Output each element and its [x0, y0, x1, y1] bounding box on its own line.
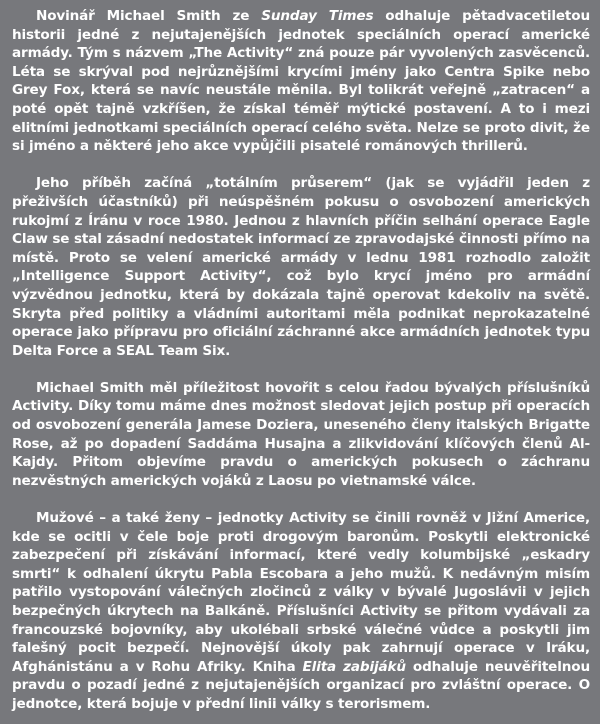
paragraph-intro	[12, 7, 590, 156]
newspaper-title: Sunday Times	[261, 8, 374, 24]
missions-text-rest: odhaluje neuvěřitelnou pravdu o pozadí jedné z nejutajenějších organizací pro zvláštní operace. O jednotce, která bojuje v přední linii války s terorismem.	[12, 658, 590, 712]
paragraph-origin: Jeho příběh začíná „totálním průserem“ (jak se vyjádřil jeden z přeživších účastníků) při neúspěšném pokusu o osvobození amerických rukojmí z Íránu v roce 1980. Jednou z hlavních příčin selhání operace Eagle Claw se stal zásadní nedostatek informací ze zpravodajské činnosti přímo na místě. Proto se velení americké armády v lednu 1981 rozhodlo založit „Intelligence Support Activity“, což bylo krycí jméno pro armádní výzvědnou jednotku, která by dokázala tajně operovat kdekoliv na světě. Skryta před politiky a vládními autoritami měla podnikat neprokazatelné operace jako přípravu pro oficiální záchranné akce armádních jednotek typu Delta Force a SEAL Team Six.	[12, 175, 590, 359]
intro-text-rest: odhaluje pětadvacetiletou historii jedné z nejutajenějších jednotek speciálních operací americké armády. Tým s názvem „The Activity“ zná pouze pár vyvolených zasvěcenců. Léta se skrýval pod nejrůznějšími krycími jmény jako Centra Spike nebo Grey Fox, která se navíc neustále měnila. Byl tolikrát veřejně „zatracen“ a poté opět tajně vzkříšen, že získal téměř mýtické postavení. A to i mezi elitními jednotkami speciálních operací celého světa. Nelze se proto divit, že si jméno a některé jeho akce vypůjčili pisatelé románových thrillerů.	[12, 8, 590, 155]
book-title: Elita zabijáků	[302, 658, 406, 675]
paragraph-missions	[12, 509, 590, 714]
paragraph-sources: Michael Smith měl příležitost hovořit s celou řadou bývalých příslušníků Activity. Díky tomu máme dnes možnost sledovat jejich postup při operacích od osvobození generála Jamese Doziera, uneseného členy italských Brigatte Rose, až po dopadení Saddáma Husajna a zlikvidování klíčových členů Al-Kajdy. Přitom objevíme pravdu o amerických pokusech o záchranu nezvěstných amerických vojáků z Laosu po vietnamské válce.	[12, 379, 590, 489]
missions-text-start: Mužové – a také ženy – jednotky Activity se činili rovněž v Jižní Americe, kde se ocitli v čele boje proti drogovým baronům. Poskytli elektronické zabezpečení při získávání informací, které vedly kolumbijské „eskadry smrti“ k odhalení úkrytu Pabla Escobara a jeho mužů. K nedávným misím patřilo vystopování válečných zločinců z války v bývalé Jugoslávii v jejich bezpečných úkrytech na Balkáně. Příslušníci Activity se přitom vydávali za francouzské bojovníky, aby ukolébali srbské válečné vůdce a poskytli jim falešný pocit bezpečí. Nejnovější úkoly pak zahrnují operace v Iráku, Afghánistánu a v Rohu Afriky. Kniha	[12, 510, 590, 675]
intro-text-start: Novinář Michael Smith ze	[36, 8, 262, 24]
